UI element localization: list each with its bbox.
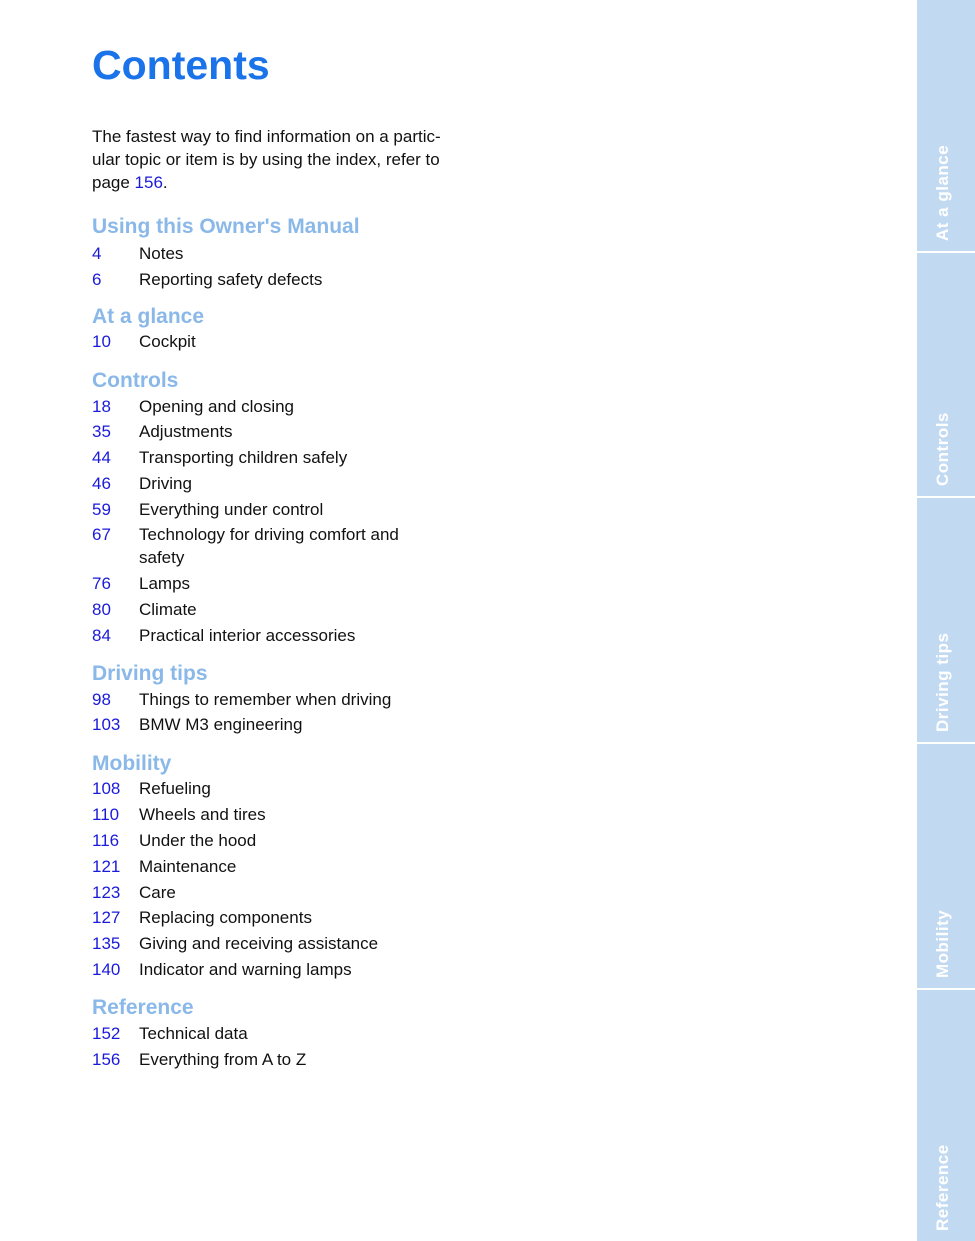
side-tab-label: Mobility	[933, 909, 952, 978]
intro-paragraph	[92, 125, 472, 194]
toc-page-number[interactable]: 44	[92, 448, 111, 467]
toc-page-number[interactable]: 116	[92, 831, 120, 850]
toc-page-number[interactable]: 127	[92, 908, 121, 927]
toc-page-number[interactable]: 140	[92, 960, 121, 979]
toc-entry-text[interactable]: Care	[139, 883, 176, 902]
side-tab-at-a-glance[interactable]	[917, 0, 975, 253]
toc-entry-text[interactable]	[139, 523, 469, 569]
toc-page-number[interactable]: 108	[92, 779, 121, 798]
side-tab-controls[interactable]	[917, 253, 975, 498]
toc-page-number[interactable]: 67	[92, 525, 111, 544]
toc-page-number[interactable]: 103	[92, 715, 121, 734]
section-title-at-a-glance: At a glance	[92, 305, 205, 328]
side-tab-label: At a glance	[933, 144, 952, 241]
intro-line-3-prefix: page	[92, 173, 135, 192]
intro-line-3-suffix: .	[162, 173, 168, 192]
side-tab-label: Driving tips	[933, 632, 952, 732]
side-tab-driving-tips[interactable]	[917, 498, 975, 744]
page-title: Contents	[92, 42, 270, 88]
toc-page-number[interactable]: 35	[92, 422, 111, 441]
toc-entry-text[interactable]: Giving and receiving assistance	[139, 934, 379, 953]
toc-page-number[interactable]: 46	[92, 474, 111, 493]
toc-entry-text[interactable]: Cockpit	[139, 332, 196, 351]
toc-entry-text[interactable]: Opening and closing	[139, 397, 295, 416]
toc-page-number[interactable]: 98	[92, 690, 111, 709]
toc-entry-text[interactable]: Wheels and tires	[139, 805, 266, 824]
toc-page-number[interactable]: 156	[92, 1050, 121, 1069]
toc-page-number[interactable]: 80	[92, 600, 111, 619]
toc-entry-text[interactable]: Things to remember when driving	[139, 690, 392, 709]
toc-entry-text[interactable]: Transporting children safely	[139, 448, 348, 467]
toc-entry-text[interactable]: Maintenance	[139, 857, 237, 876]
toc-entry-text[interactable]: Notes	[139, 244, 184, 263]
side-tab-bar	[917, 0, 975, 1241]
toc-entry[interactable]	[92, 523, 472, 569]
toc-entry-text[interactable]: Lamps	[139, 574, 191, 593]
section-title-reference: Reference	[92, 996, 194, 1019]
toc-entry-text[interactable]: Indicator and warning lamps	[139, 960, 352, 979]
toc-page-number[interactable]: 121	[92, 857, 121, 876]
toc-page-number[interactable]: 76	[92, 574, 111, 593]
side-tab-mobility[interactable]	[917, 744, 975, 990]
toc-entry-text[interactable]: Climate	[139, 600, 197, 619]
toc-page-number[interactable]: 84	[92, 626, 111, 645]
intro-line-2: ular topic or item is by using the index, refer to	[92, 150, 440, 169]
toc-entry-text[interactable]: Under the hood	[139, 831, 257, 850]
toc-entry-text[interactable]: Everything from A to Z	[139, 1050, 307, 1069]
toc-page-number[interactable]: 4	[92, 244, 102, 263]
toc-entry-text[interactable]: Reporting safety defects	[139, 270, 323, 289]
intro-page-link[interactable]: 156	[134, 173, 163, 192]
toc-entry-text[interactable]: Adjustments	[139, 422, 233, 441]
section-title-controls: Controls	[92, 369, 179, 392]
toc-page-number[interactable]: 135	[92, 934, 121, 953]
section-title-driving-tips: Driving tips	[92, 662, 208, 685]
toc-page-number[interactable]: 18	[92, 397, 111, 416]
toc-entry-text[interactable]: Replacing components	[139, 908, 312, 927]
toc-page-number[interactable]: 10	[92, 332, 111, 351]
toc-entry-text-line-2: safety	[139, 548, 185, 567]
toc-page-number[interactable]: 6	[92, 270, 102, 289]
toc-entry-text[interactable]: Practical interior accessories	[139, 626, 356, 645]
toc-entry-text[interactable]: Refueling	[139, 779, 211, 798]
section-title-mobility: Mobility	[92, 752, 172, 775]
toc-page-number[interactable]: 123	[92, 883, 121, 902]
intro-line-1: The fastest way to find information on a partic-	[92, 127, 441, 146]
toc-page-number[interactable]: 110	[92, 805, 120, 824]
section-title-using-manual: Using this Owner's Manual	[92, 215, 360, 238]
side-tab-label: Controls	[933, 412, 952, 486]
side-tab-reference[interactable]	[917, 990, 975, 1241]
side-tab-label: Reference	[933, 1144, 952, 1231]
toc-entry-text[interactable]: Everything under control	[139, 500, 324, 519]
toc-page-number[interactable]: 152	[92, 1024, 121, 1043]
toc-page-number[interactable]: 59	[92, 500, 111, 519]
toc-entry-text[interactable]: BMW M3 engineering	[139, 715, 303, 734]
toc-entry-text[interactable]: Technical data	[139, 1024, 248, 1043]
toc-entry-text-line-1: Technology for driving comfort and	[139, 525, 399, 544]
toc-entry-text[interactable]: Driving	[139, 474, 192, 493]
